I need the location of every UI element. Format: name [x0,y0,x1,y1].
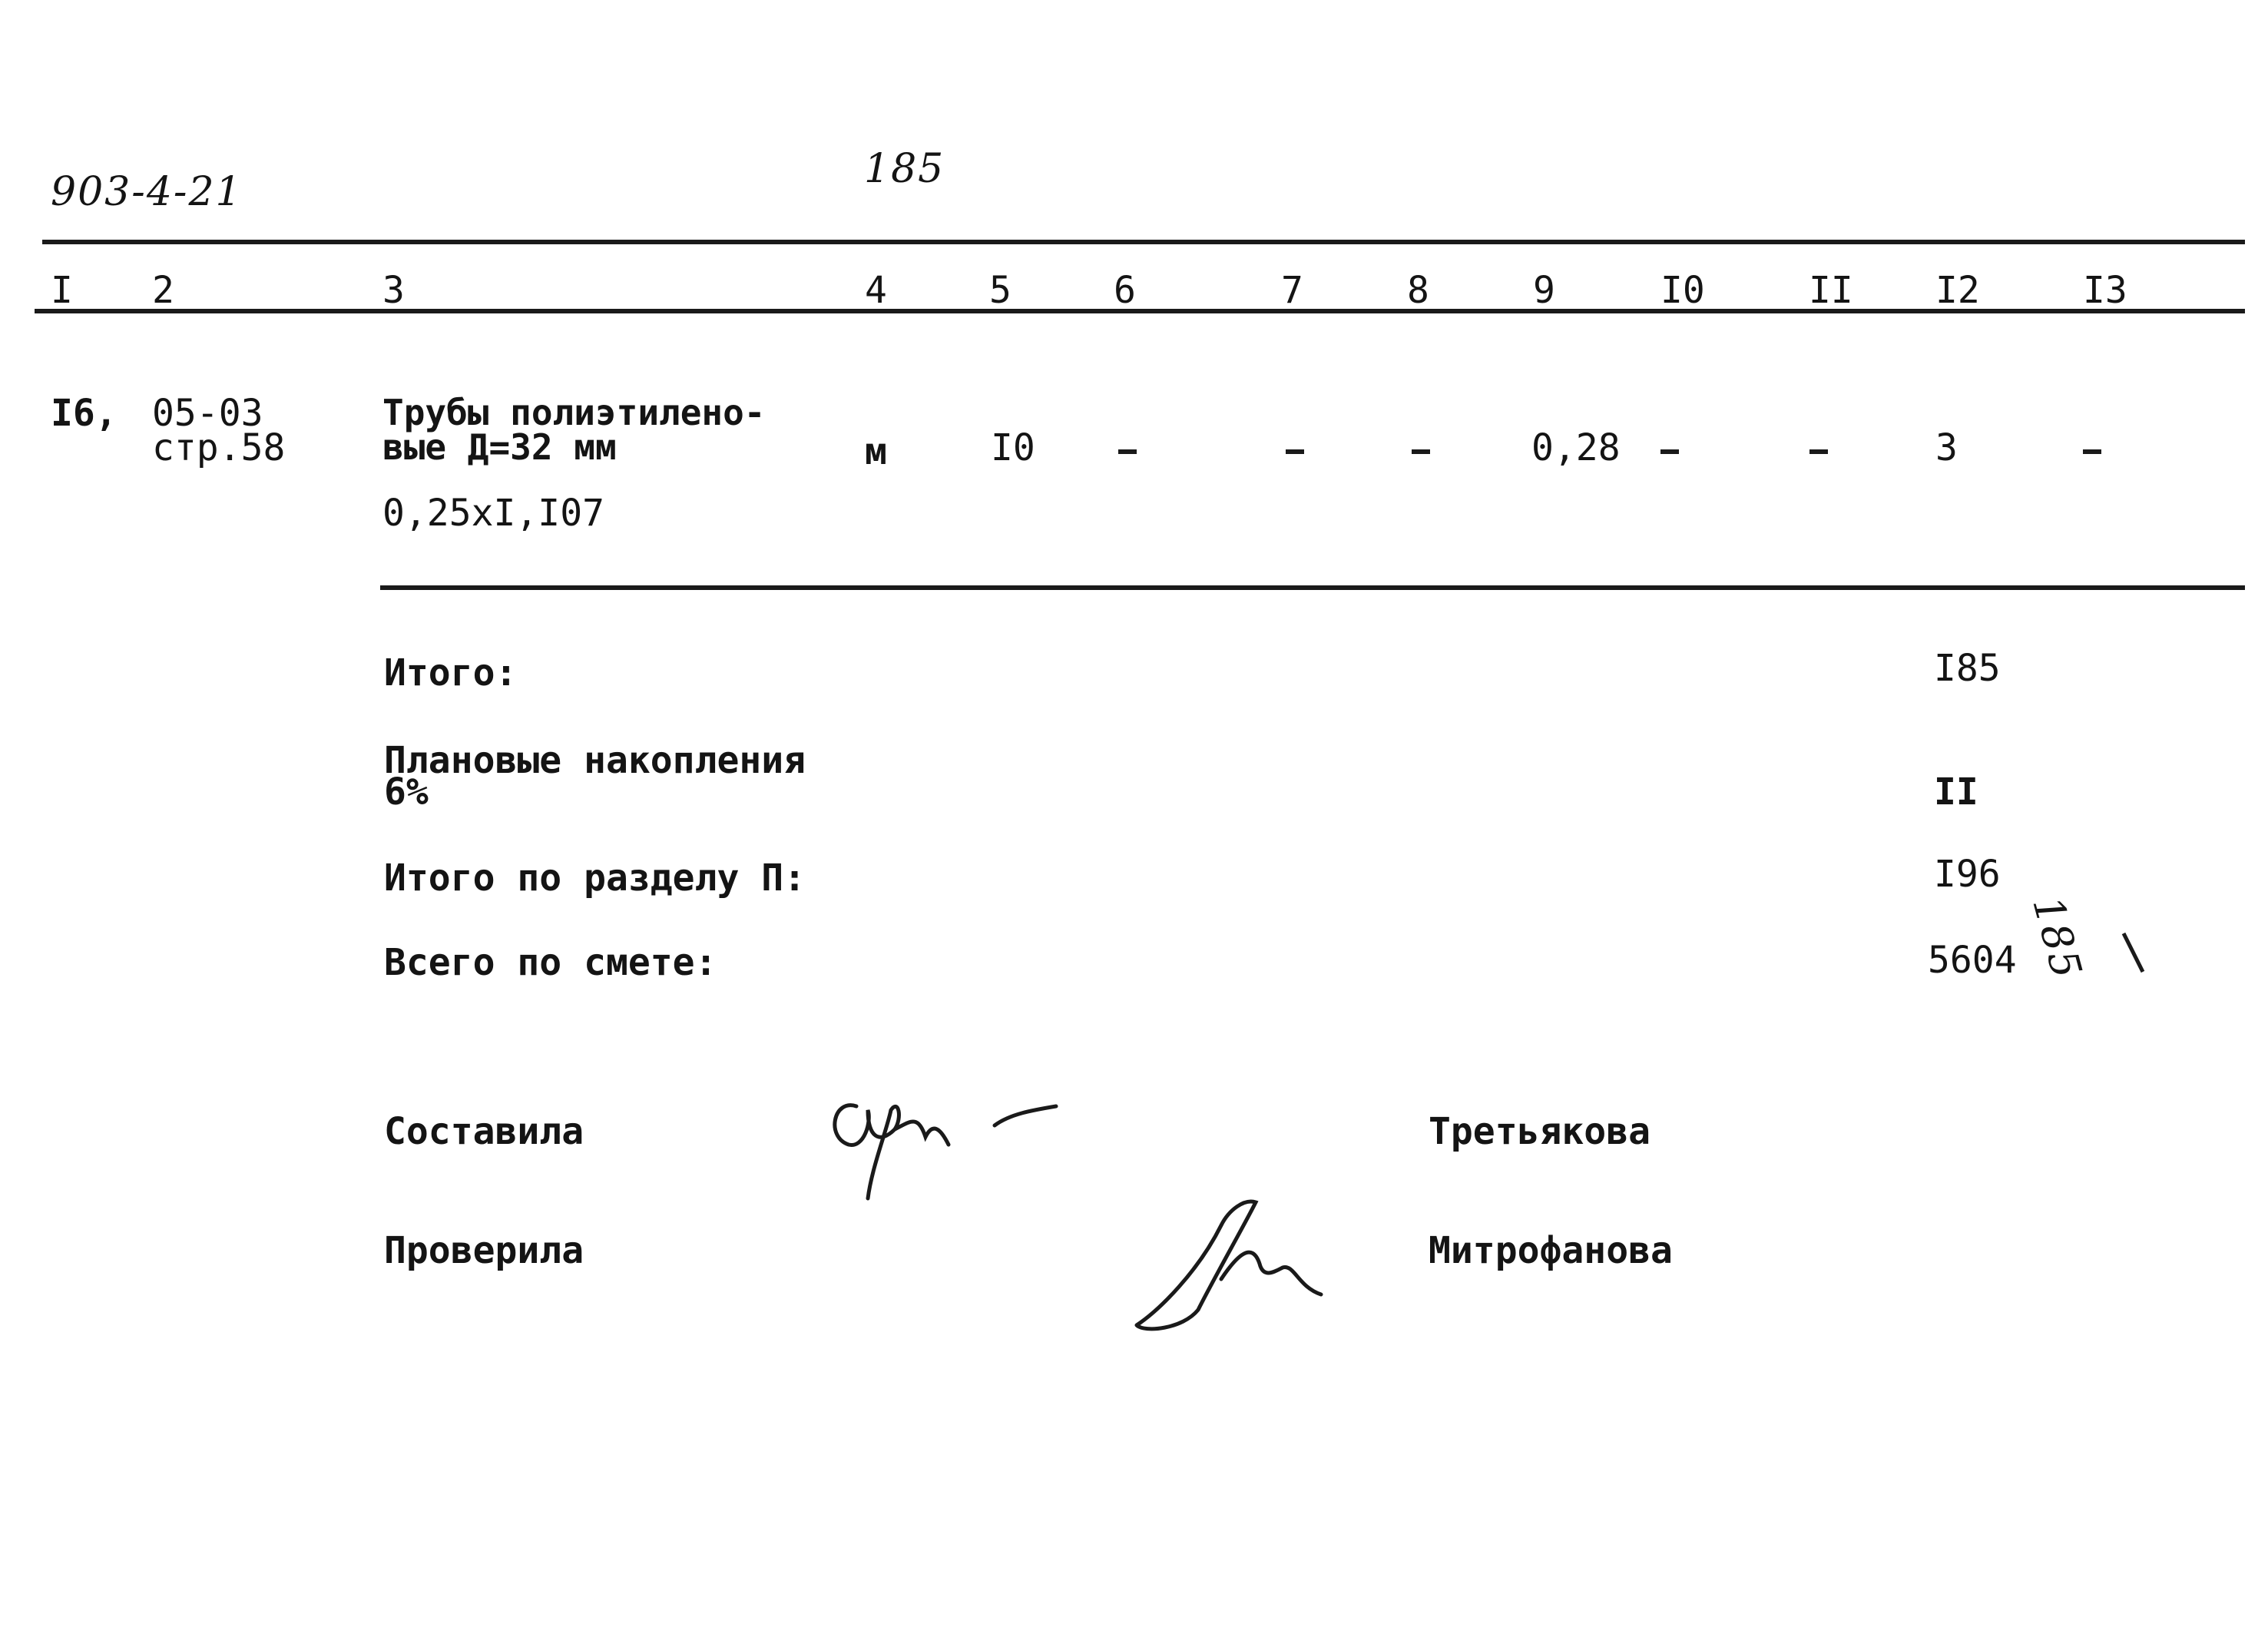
planned-savings-label-line1: Плановые накопления [384,739,806,782]
column-header-12: I2 [1935,269,1980,312]
column-header-2: 2 [152,269,174,312]
column-header-10: I0 [1660,269,1705,312]
row-col9: 0,28 [1531,426,1621,469]
row-col10-dash [1660,449,1679,454]
row-unit: м [865,430,887,473]
column-header-7: 7 [1281,269,1303,312]
row-description-line2: вые Д=32 мм [382,426,617,468]
row-number: I6, [51,392,118,435]
top-rule [42,240,2245,244]
row-bottom-rule [380,585,2245,590]
composed-by-label: Составила [384,1110,584,1153]
row-code-line1: 05-03 [152,392,263,435]
row-col5: I0 [991,426,1035,469]
grand-total-label: Всего по смете: [384,941,717,984]
column-header-11: II [1809,269,1853,312]
row-description-line1: Трубы полиэтилено- [382,392,766,433]
column-header-8: 8 [1407,269,1429,312]
section-total-label: Итого по разделу П: [384,857,806,900]
row-col11-dash [1809,449,1828,454]
column-header-3: 3 [382,269,405,312]
page-number: 185 [864,146,945,192]
row-col8-dash [1412,449,1430,454]
margin-note-handwritten: 185 [2023,891,2092,985]
column-header-13: I3 [2083,269,2127,312]
row-calculation: 0,25xI,I07 [382,492,604,535]
column-header-6: 6 [1114,269,1136,312]
checked-by-name: Митрофанова [1429,1229,1673,1272]
row-col13-dash [2083,449,2101,454]
column-header-9: 9 [1533,269,1555,312]
planned-savings-label-line2: 6% [384,771,429,814]
planned-savings-value: II [1934,771,1978,814]
column-header-1: I [51,269,73,312]
column-header-5: 5 [989,269,1011,312]
column-header-4: 4 [865,269,887,312]
row-col12: 3 [1935,426,1958,469]
composed-by-signature [826,1083,1071,1206]
row-code-line2: стр.58 [152,426,286,469]
total-value: I85 [1934,647,2001,690]
grand-total-value: 5604 [1928,939,2017,982]
document-code: 903-4-21 [51,169,243,215]
checked-by-label: Проверила [384,1229,584,1272]
column-header-rule [35,309,2245,313]
composed-by-name: Третьякова [1429,1110,1651,1153]
total-label: Итого: [384,651,518,694]
row-col7-dash [1286,449,1304,454]
section-total-value: I96 [1934,853,2001,896]
margin-note-tail [2120,930,2150,976]
checked-by-signature [1129,1195,1344,1333]
row-col6-dash [1118,449,1137,454]
